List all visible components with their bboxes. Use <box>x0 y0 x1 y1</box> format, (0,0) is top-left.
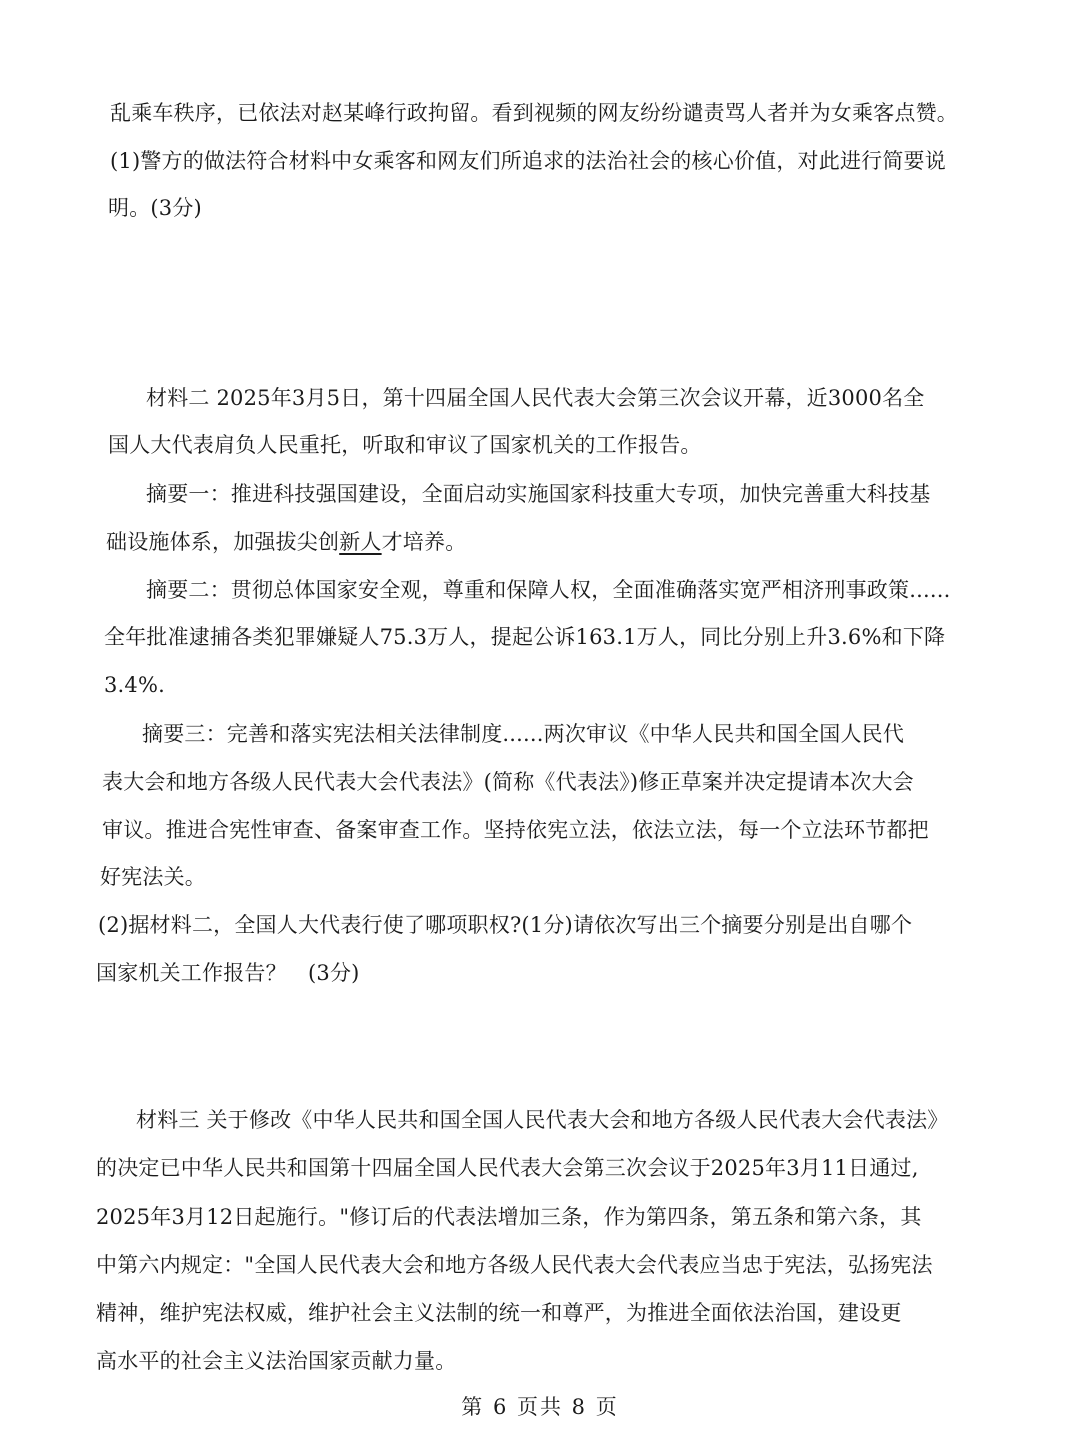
summary-3-line: 摘要三：完善和落实宪法相关法律制度......两次审议《中华人民共和国全国人民代 <box>142 722 905 746</box>
question-1-line: (1)警方的做法符合材料中女乘客和网友们所追求的法治社会的核心价值，对此进行简要说 <box>110 149 946 173</box>
paragraph-top-line: 乱乘车秩序，已依法对赵某峰行政拘留。看到视频的网友纷纷谴责骂人者并为女乘客点赞。 <box>110 101 958 125</box>
summary-3-line: 审议。推进合宪性审查、备案审查工作。坚持依宪立法，依法立法，每一个立法环节都把 <box>102 818 929 842</box>
summary-1-line <box>106 527 466 557</box>
question-2-line: (2)据材料二，全国人大代表行使了哪项职权?(1分)请依次写出三个摘要分别是出自哪个 <box>98 913 913 937</box>
summary-1-text: 才培养。 <box>381 530 467 554</box>
material-2-line: 国人大代表肩负人民重托，听取和审议了国家机关的工作报告。 <box>108 433 702 457</box>
summary-2-line: 3.4%. <box>104 673 166 697</box>
summary-1-text: 础设施体系，加强拔尖创 <box>106 530 340 554</box>
material-3-line: 材料三 关于修改《中华人民共和国全国人民代表大会和地方各级人民代表大会代表法》 <box>136 1108 949 1132</box>
summary-2-line: 全年批准逮捕各类犯罪嫌疑人75.3万人，提起公诉163.1万人，同比分别上升3.6%和下降 <box>104 625 946 649</box>
summary-1-underlined-text: 新人 <box>339 530 382 554</box>
question-1-line: 明。(3分) <box>108 196 202 220</box>
material-3-line: 中第六内规定："全国人民代表大会和地方各级人民代表大会代表应当忠于宪法，弘扬宪法 <box>96 1253 933 1277</box>
page-number: 第 6 页共 8 页 <box>461 1395 619 1419</box>
material-3-line: 精神，维护宪法权威，维护社会主义法制的统一和尊严，为推进全面依法治国，建设更 <box>96 1301 902 1325</box>
summary-3-line: 表大会和地方各级人民代表大会代表法》(简称《代表法》)修正草案并决定提请本次大会 <box>102 770 914 794</box>
summary-2-line: 摘要二：贯彻总体国家安全观，尊重和保障人权，全面准确落实宽严相济刑事政策...... <box>146 578 951 602</box>
material-2-line: 材料二 2025年3月5日，第十四届全国人民代表大会第三次会议开幕，近3000名全 <box>146 386 925 410</box>
material-3-line: 的决定已中华人民共和国第十四届全国人民代表大会第三次会议于2025年3月11日通过, <box>96 1156 919 1180</box>
question-2-line: 国家机关工作报告？ (3分) <box>96 961 360 985</box>
summary-1-line: 摘要一：推进科技强国建设，全面启动实施国家科技重大专项，加快完善重大科技基 <box>146 482 931 506</box>
summary-3-line: 好宪法关。 <box>100 865 206 889</box>
material-3-line: 2025年3月12日起施行。"修订后的代表法增加三条，作为第四条，第五条和第六条，其 <box>96 1205 922 1229</box>
material-3-line: 高水平的社会主义法治国家贡献力量。 <box>96 1349 457 1373</box>
